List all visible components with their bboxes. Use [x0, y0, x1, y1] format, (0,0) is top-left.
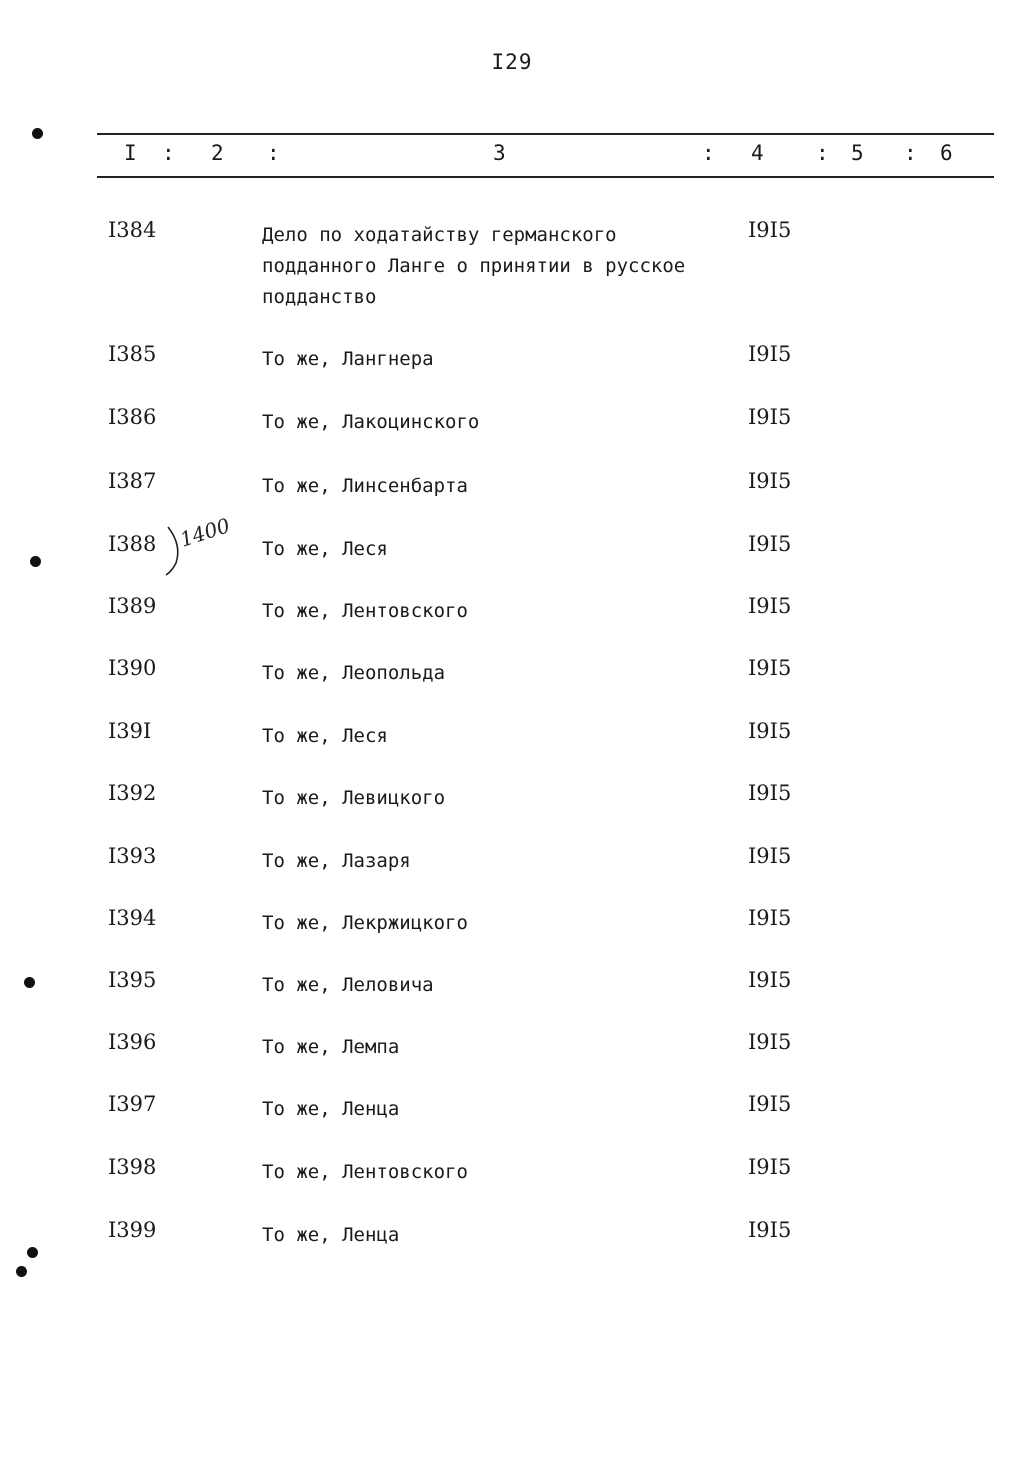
item-year: I9I5	[748, 781, 792, 805]
item-year: I9I5	[748, 405, 792, 429]
item-number: I399	[108, 1218, 157, 1242]
item-year: I9I5	[748, 469, 792, 493]
header-col-5: 5	[851, 141, 864, 165]
header-col-4: 4	[751, 141, 764, 165]
header-separator: :	[904, 141, 917, 165]
header-col-6: 6	[940, 141, 953, 165]
item-year: I9I5	[748, 218, 792, 242]
header-separator: :	[267, 141, 280, 165]
item-title: То же, Лакоцинского	[262, 411, 480, 433]
item-title: То же, Лекржицкого	[262, 912, 468, 934]
item-year: I9I5	[748, 594, 792, 618]
header-separator: :	[162, 141, 175, 165]
item-title: Дело по ходатайству германского подданного Ланге о принятии в русское подданство	[262, 224, 686, 308]
item-title: То же, Лентовского	[262, 600, 468, 622]
item-number: I384	[108, 218, 157, 242]
item-number: I396	[108, 1030, 157, 1054]
item-year: I9I5	[748, 844, 792, 868]
header-separator: :	[702, 141, 715, 165]
item-year: I9I5	[748, 1030, 792, 1054]
item-title: То же, Леся	[262, 538, 388, 560]
item-year: I9I5	[748, 532, 792, 556]
handwritten-annotation	[160, 505, 240, 585]
item-number: I398	[108, 1155, 157, 1179]
item-title: То же, Леся	[262, 725, 388, 747]
item-year: I9I5	[748, 906, 792, 930]
page-number: I29	[491, 50, 533, 74]
item-title: То же, Лентовского	[262, 1161, 468, 1183]
item-year: I9I5	[748, 1218, 792, 1242]
item-year: I9I5	[748, 1155, 792, 1179]
item-number: I394	[108, 906, 157, 930]
item-number: I385	[108, 342, 157, 366]
item-title: То же, Ленца	[262, 1098, 400, 1120]
item-title: То же, Линсенбарта	[262, 475, 468, 497]
item-title: То же, Лемпа	[262, 1036, 400, 1058]
header-col-1: I	[124, 141, 137, 165]
item-year: I9I5	[748, 719, 792, 743]
header-separator: :	[816, 141, 829, 165]
item-number: I395	[108, 968, 157, 992]
item-title: То же, Леловича	[262, 974, 434, 996]
handwritten-note: 1400	[176, 513, 233, 552]
item-number: I390	[108, 656, 157, 680]
item-title: То же, Леопольда	[262, 662, 446, 684]
item-number: I39I	[108, 719, 152, 743]
item-number: I386	[108, 405, 157, 429]
item-number: I387	[108, 469, 157, 493]
item-title: То же, Ленца	[262, 1224, 400, 1246]
item-number: I397	[108, 1092, 157, 1116]
header-col-3: 3	[493, 141, 506, 165]
item-number: I393	[108, 844, 157, 868]
item-year: I9I5	[748, 342, 792, 366]
item-year: I9I5	[748, 1092, 792, 1116]
item-number: I388	[108, 532, 157, 556]
header-col-2: 2	[211, 141, 224, 165]
item-title: То же, Лангнера	[262, 348, 434, 370]
item-year: I9I5	[748, 968, 792, 992]
item-number: I389	[108, 594, 157, 618]
item-title: То же, Лазаря	[262, 850, 411, 872]
item-number: I392	[108, 781, 157, 805]
item-title: То же, Левицкого	[262, 787, 446, 809]
item-year: I9I5	[748, 656, 792, 680]
